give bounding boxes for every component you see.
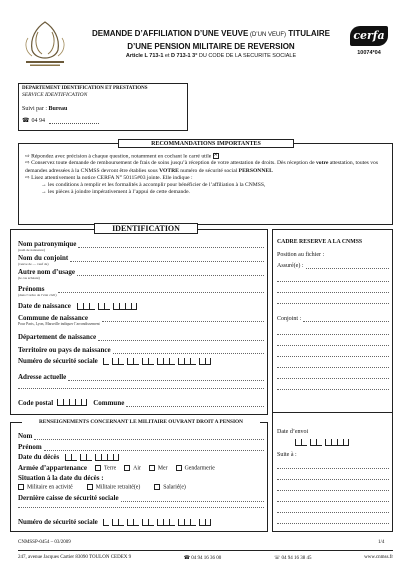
footer-contact [18, 555, 393, 561]
fax-icon: ☏ [273, 556, 282, 561]
militaire-numero-secu-field[interactable]: Numéro de sécurité sociale [18, 518, 264, 526]
recommendation-subitem: → les pièces à joindre impérativement à l’appui de cette demande. [41, 189, 190, 196]
suivi-label: Suivi par : Bureau [22, 106, 68, 112]
code-postal-boxes[interactable] [57, 399, 87, 406]
assure-field[interactable]: Assuré(e) : [277, 263, 389, 269]
identification-title: IDENTIFICATION [94, 223, 198, 234]
numero-secu-boxes[interactable] [103, 358, 211, 365]
checkbox-icon[interactable] [154, 484, 160, 490]
date-envoi-boxes[interactable] [295, 439, 349, 446]
situation-label: Situation à la date du décès : [18, 474, 104, 482]
service-name: SERVICE IDENTIFICATION [22, 92, 88, 98]
adresse-field[interactable]: Adresse actuelle [18, 373, 264, 381]
militaire-prenom-field[interactable]: Prénom [18, 443, 264, 451]
autre-nom-field[interactable]: Autre nom d’usage (le cas échéant) [18, 268, 264, 280]
suite-line[interactable] [277, 516, 389, 524]
recommendation-subitem: → les conditions à remplir et les formalités à accomplir pour bénéficier de l’affiliation à la CNMSS, [41, 182, 266, 189]
footer-reference: CNMSSP-0454 – 03/2009 [18, 540, 71, 545]
date-naissance-boxes[interactable] [77, 303, 137, 310]
checkbox-icon[interactable] [149, 465, 155, 471]
suite-line[interactable] [277, 505, 389, 513]
date-deces-field[interactable]: Date du décès [18, 453, 264, 461]
recommendations-box [18, 143, 393, 225]
checkbox-icon[interactable] [124, 465, 130, 471]
cerfa-logo: cerfa [350, 26, 388, 46]
assure-line[interactable] [277, 296, 389, 304]
service-department: DEPARTEMENT IDENTIFICATION ET PRESTATIONS [22, 86, 148, 91]
service-box [18, 83, 188, 131]
checkbox-example-icon: ✕ [213, 153, 218, 158]
commune-label: Commune [93, 399, 125, 407]
recommendation-item: ⇨ Répondez avec précision à chaque question, notamment en cochant le carré utile ✕ [25, 153, 218, 160]
form-title: DEMANDE D’AFFILIATION D’UNE VEUVE (D’UN VEUF) TITULAIRE D’UNE PENSION MILITAIRE DE REVERSION [92, 29, 330, 51]
armee-field: Armée d’appartenance Terre Air Mer Gendarmerie [18, 464, 215, 472]
article-reference: Article L 713-1 et D 713-1 3° DU CODE DE LA SECURITE SOCIALE [125, 53, 297, 59]
reserve-title: CADRE RESERVE A LA CNMSS [277, 239, 363, 245]
checkbox-icon[interactable] [87, 484, 93, 490]
conjoint-line[interactable] [277, 349, 389, 357]
derniere-caisse-field[interactable]: Dernière caisse de sécurité sociale [18, 494, 264, 502]
checkbox-icon[interactable] [95, 465, 101, 471]
armee-gendarmerie-option[interactable]: Gendarmerie [176, 465, 215, 471]
position-fichier-label: Position au fichier : [277, 252, 325, 258]
phone-icon: ☎ [22, 118, 30, 124]
prenoms-field[interactable]: Prénoms (dans l’ordre de l’état civil) [18, 285, 264, 297]
conjoint-line[interactable] [277, 327, 389, 335]
footer-address: 247, avenue Jacques Cartier 83090 TOULON CEDEX 9 [18, 555, 132, 560]
departement-naissance-field[interactable]: Département de naissance [18, 333, 264, 341]
date-deces-boxes[interactable] [65, 454, 119, 461]
cnmss-logo [16, 18, 74, 68]
date-naissance-field[interactable]: Date de naissance [18, 302, 264, 310]
conjoint-line[interactable] [277, 360, 389, 368]
militaire-title: RENSEIGNEMENTS CONCERNANT LE MILITAIRE OUVRANT DROIT A PENSION [22, 418, 260, 426]
recommendation-item: ⇨ Lisez attentivement la notice CERFA N° 50115#03 jointe. Elle indique : [25, 174, 193, 181]
phone-icon: ☎ [183, 556, 192, 561]
nom-patronymique-field[interactable]: Nom patronymique (nom de naissance) [18, 240, 264, 252]
situation-retraite-option[interactable]: Militaire retraité(e) [87, 484, 141, 490]
checkbox-icon[interactable] [176, 465, 182, 471]
militaire-numero-secu-boxes[interactable] [103, 519, 211, 526]
suite-line[interactable] [277, 472, 389, 480]
conjoint-field[interactable]: Conjoint : [277, 316, 389, 322]
cerfa-number: 10074*04 [357, 50, 381, 56]
territoire-field[interactable]: Territoire ou pays de naissance [18, 346, 264, 354]
commune-naissance-field[interactable]: Commune de naissance Pour Paris, Lyon, Marseille indiquer l’arrondissement [18, 314, 264, 326]
situation-salarie-option[interactable]: Salarié(e) [154, 484, 186, 490]
armee-air-option[interactable]: Air [124, 465, 141, 471]
conjoint-line[interactable] [277, 382, 389, 390]
assure-line[interactable] [277, 285, 389, 293]
conjoint-line[interactable] [277, 338, 389, 346]
date-envoi-label: Date d’envoi [277, 429, 309, 435]
reserve-divider [273, 412, 392, 413]
numero-secu-field[interactable]: Numéro de sécurité sociale [18, 357, 264, 365]
suite-label: Suite à : [277, 452, 297, 458]
nom-conjoint-field[interactable]: Nom du conjoint (veuve de — veuf de) [18, 254, 264, 266]
conjoint-line[interactable] [277, 371, 389, 379]
assure-line[interactable] [277, 274, 389, 282]
footer-fax: ☏ 04 94 16 38 45 [273, 556, 312, 561]
situation-activite-option[interactable]: Militaire en activité [18, 484, 73, 490]
footer-website[interactable]: www.cnmss.fr [364, 555, 393, 560]
checkbox-icon[interactable] [18, 484, 24, 490]
armee-terre-option[interactable]: Terre [95, 465, 116, 471]
recommendation-item: ⇨ Conservez toute demande de remboursement de frais de soins jusqu’à réception de votre attestation de droits. Dès réception de votre attestation, toutes vos demandes adressées à la CNMSS devront être établies sous VOTRE numéro de sécurité social PERSONNEL [25, 160, 379, 174]
adresse-line-2[interactable] [18, 388, 264, 389]
situation-options [18, 484, 264, 490]
code-postal-field[interactable]: Code postal Commune [18, 399, 264, 407]
footer-divider [18, 550, 393, 551]
footer-phone: ☎ 04 94 16 36 00 [183, 556, 222, 561]
footer-page-number: 1/4 [378, 540, 385, 545]
suite-line[interactable] [277, 494, 389, 502]
militaire-nom-field[interactable]: Nom [18, 432, 264, 440]
phone-line: ☎ 04 94 [22, 117, 99, 124]
recommendations-header: RECOMMANDATIONS IMPORTANTES [118, 139, 294, 148]
suite-line[interactable] [277, 461, 389, 469]
reserve-box [272, 229, 393, 532]
suite-line[interactable] [277, 483, 389, 491]
armee-mer-option[interactable]: Mer [149, 465, 168, 471]
derniere-caisse-line-2[interactable] [18, 507, 264, 508]
